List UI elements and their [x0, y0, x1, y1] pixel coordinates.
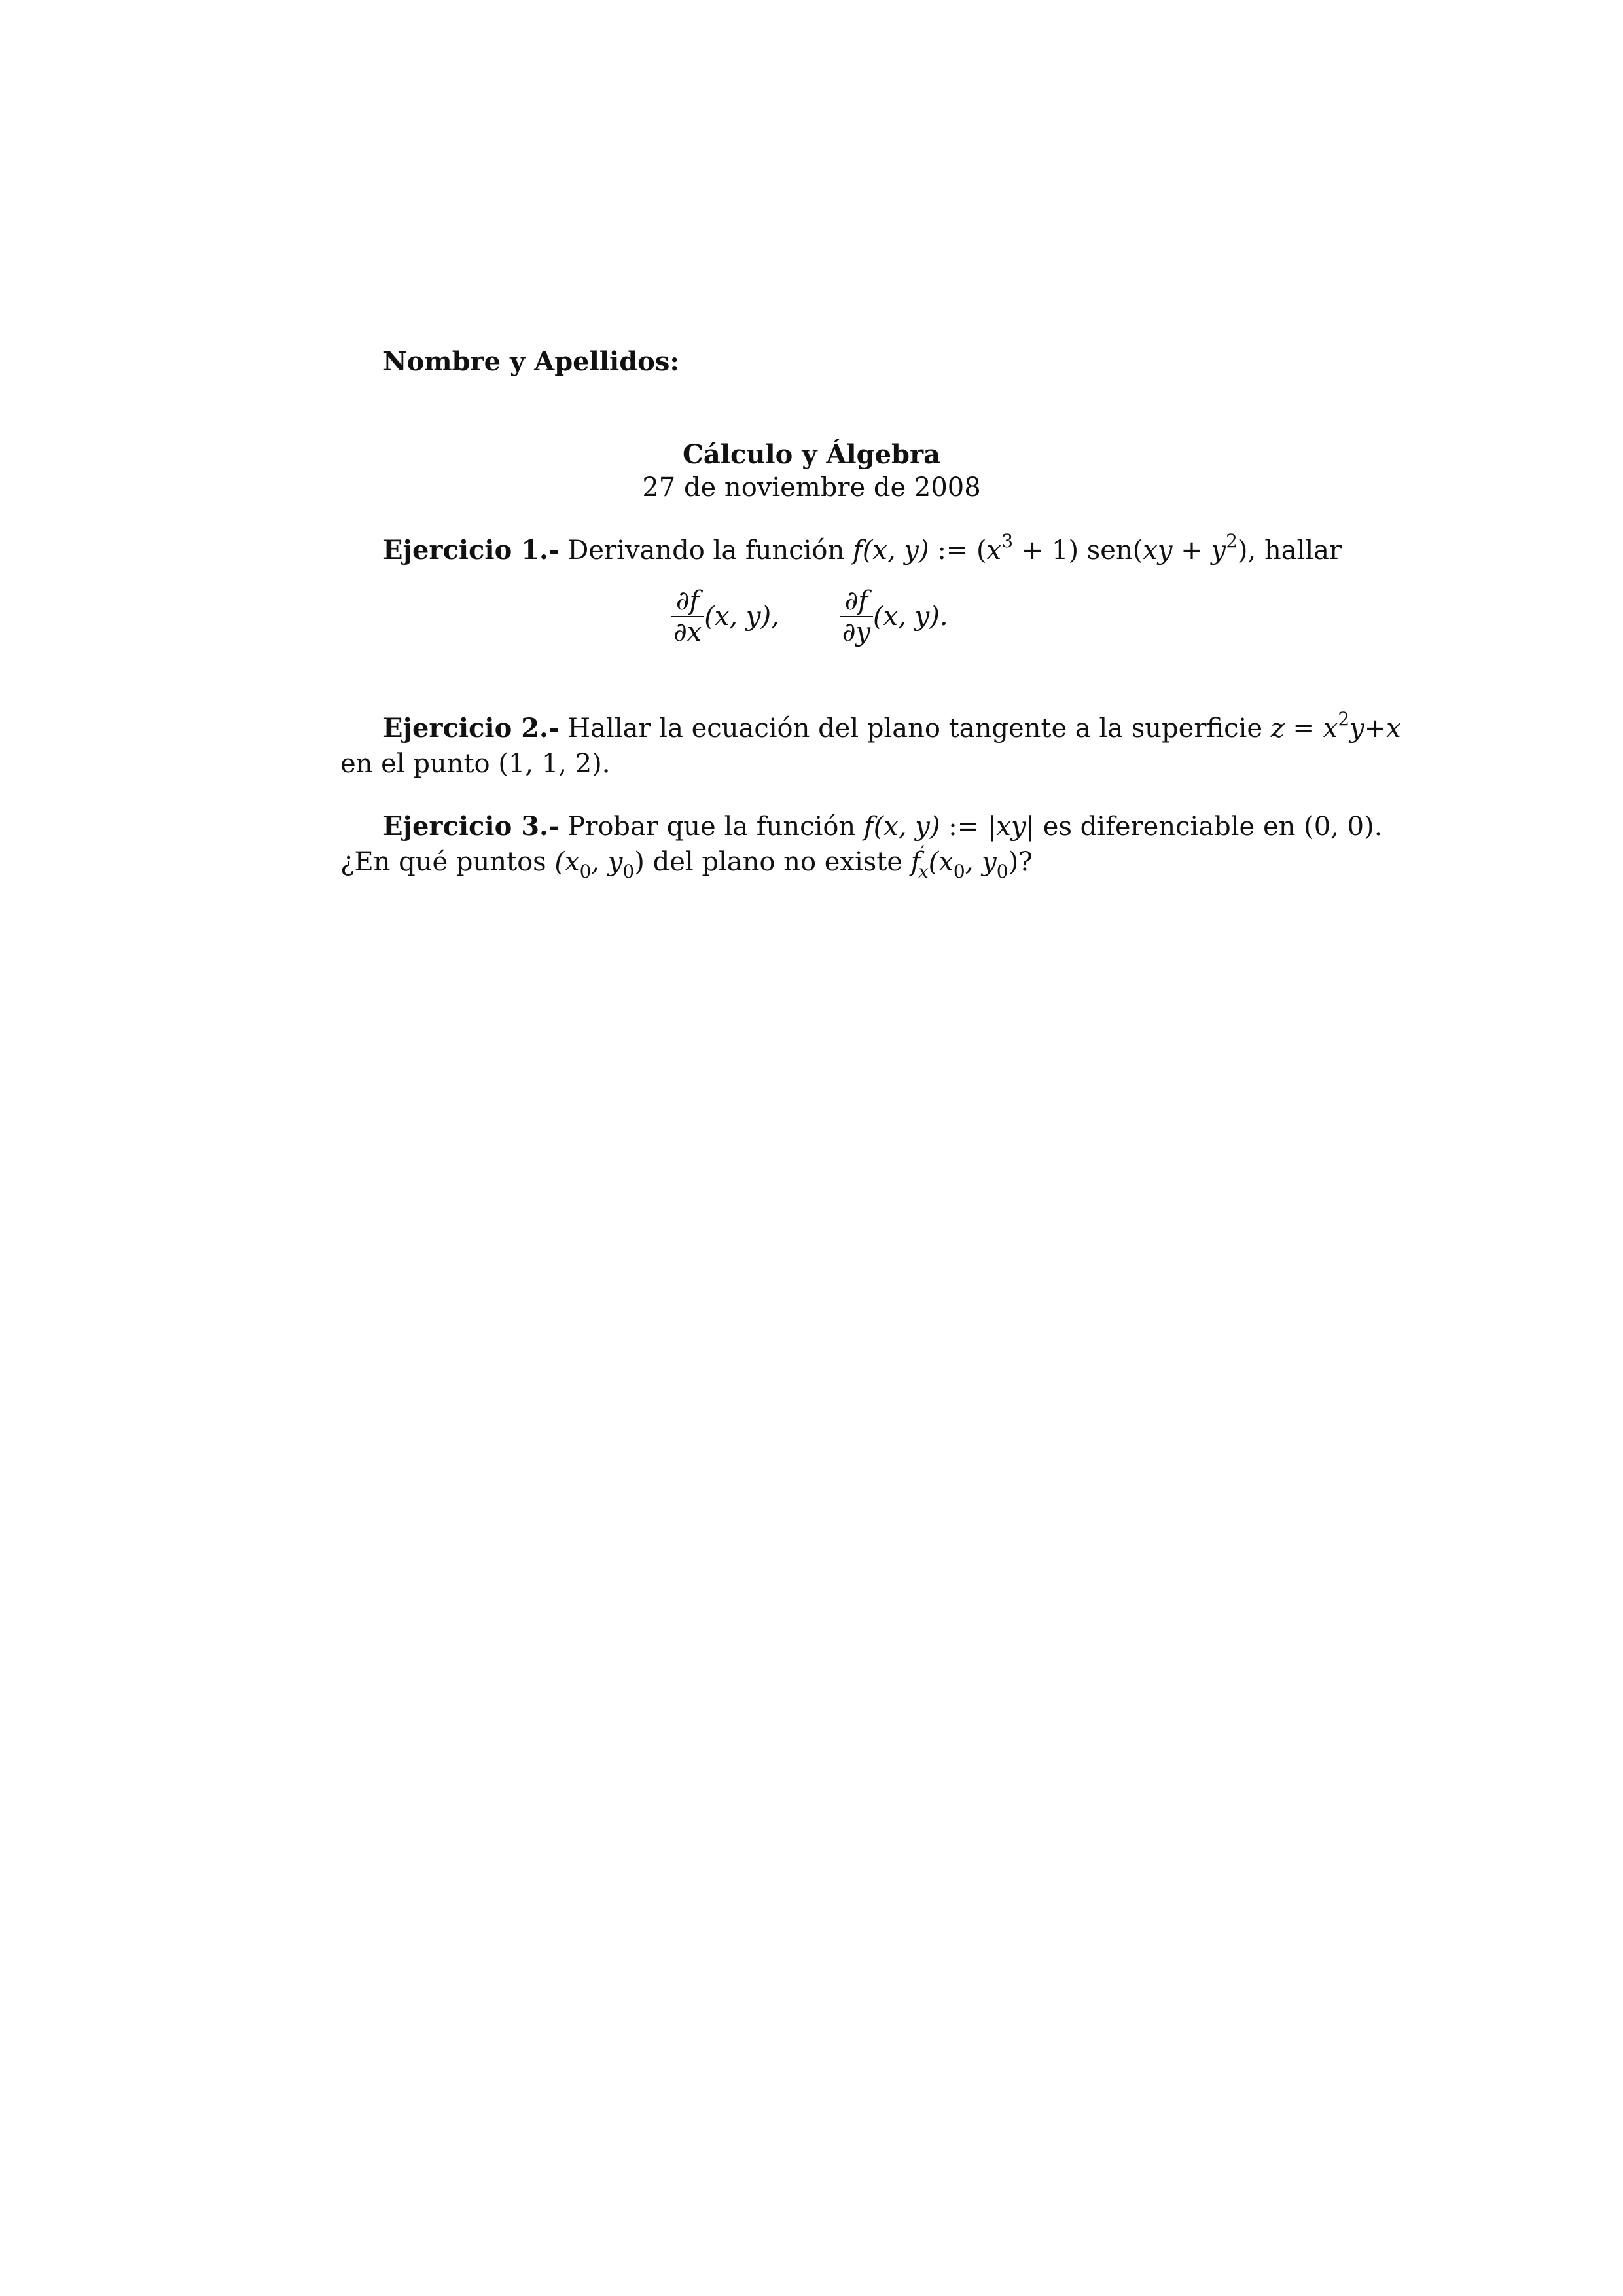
ejercicio-3-line-2: ¿En qué puntos ($x_0$, $y_0$) del plano no existe $f'_x(x_0$, $y_0$)?: [340, 841, 1033, 882]
partial-fx-fraction: $\frac{\partial f}{\partial x}$: [671, 586, 704, 647]
ejercicio-1-label: Ejercicio 1.-: [383, 535, 560, 565]
ejercicio-3: Ejercicio 3.- Probar que la función f(x, y) := |xy| es diferenciable en (0, 0).: [383, 811, 1383, 842]
ejercicio-2-line-2: en el punto (1, 1, 2).: [340, 749, 611, 779]
ejercicio-1: Ejercicio 1.- Derivando la función f(x, y) := $(x^3 + 1) sen(xy + y^2)$, hallar: [383, 529, 1342, 565]
exam-title: Cálculo y Álgebra: [683, 439, 940, 470]
ejercicio-2: Ejercicio 2.- Hallar la ecuación del plano tangente a la superficie $z = x^2y+x$: [383, 708, 1401, 744]
partial-fy-fraction: $\frac{\partial f}{\partial y}$: [840, 586, 873, 647]
exam-date: 27 de noviembre de 2008: [642, 473, 981, 503]
name-field-label: Nombre y Apellidos:: [383, 346, 680, 377]
ejercicio-1-partial-derivatives: $\frac{\partial f}{\partial x}$ (x, y), $\frac{\partial f}{\partial y}$ (x, y).: [671, 586, 948, 647]
ejercicio-3-label: Ejercicio 3.-: [383, 811, 560, 842]
ejercicio-2-label: Ejercicio 2.-: [383, 713, 560, 744]
